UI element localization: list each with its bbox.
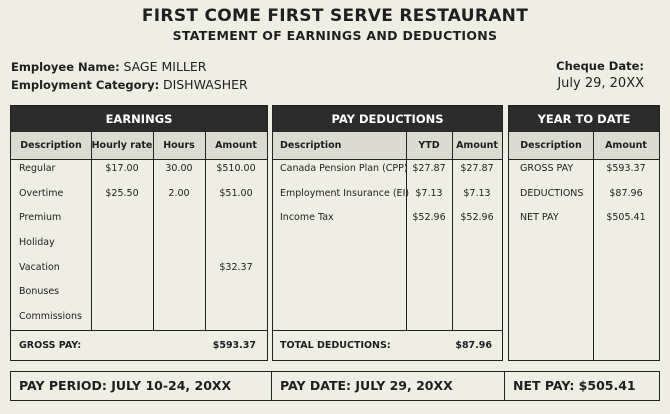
earnings-row-rate: $25.50 bbox=[105, 188, 139, 199]
earnings-row-desc: Commissions bbox=[19, 311, 82, 322]
earnings-row-amount: $51.00 bbox=[219, 188, 253, 199]
earnings-row-desc: Bonuses bbox=[19, 286, 60, 297]
deductions-header: PAY DEDUCTIONS bbox=[273, 106, 502, 132]
net-pay: NET PAY: $505.41 bbox=[504, 371, 660, 401]
earnings-row-desc: Holiday bbox=[19, 237, 55, 248]
restaurant-title: FIRST COME FIRST SERVE RESTAURANT bbox=[141, 6, 529, 26]
earnings-row-amount: $510.00 bbox=[216, 163, 256, 174]
deductions-row-ytd: $52.96 bbox=[412, 212, 446, 223]
employment-category-row bbox=[11, 77, 248, 92]
earnings-row-hours: 2.00 bbox=[168, 188, 190, 199]
deductions-row-ytd: $27.87 bbox=[412, 163, 446, 174]
deductions-panel bbox=[272, 105, 503, 361]
earnings-col-description: Description bbox=[11, 132, 91, 160]
earnings-row-desc: Premium bbox=[19, 212, 62, 223]
ytd-row-desc: NET PAY bbox=[520, 212, 559, 223]
deductions-row-desc: Canada Pension Plan (CPP) bbox=[280, 163, 408, 174]
total-deductions-value: $87.96 bbox=[455, 340, 492, 351]
employee-name-row bbox=[11, 59, 206, 74]
deductions-col-description: Description bbox=[273, 132, 406, 160]
gross-pay-label: GROSS PAY: bbox=[19, 340, 82, 351]
earnings-panel bbox=[10, 105, 268, 361]
cheque-date-label: Cheque Date: bbox=[556, 59, 644, 73]
ytd-row-amount: $593.37 bbox=[606, 163, 646, 174]
employment-category: DISHWASHER bbox=[162, 77, 248, 92]
deductions-row-ytd: $7.13 bbox=[415, 188, 443, 199]
deductions-row-amount: $7.13 bbox=[463, 188, 491, 199]
deductions-col-ytd: YTD bbox=[406, 132, 452, 160]
earnings-row-desc: Vacation bbox=[19, 262, 60, 273]
employee-name: SAGE MILLER bbox=[123, 59, 207, 74]
total-deductions-footer bbox=[273, 330, 502, 360]
earnings-col-amount: Amount bbox=[205, 132, 267, 160]
pay-date: PAY DATE: JULY 29, 20XX bbox=[271, 371, 505, 401]
deductions-row-amount: $27.87 bbox=[460, 163, 494, 174]
earnings-row-desc: Regular bbox=[19, 163, 56, 174]
earnings-col-hourly-rate: Hourly rate bbox=[91, 132, 153, 160]
earnings-header: EARNINGS bbox=[11, 106, 267, 132]
deductions-col-amount: Amount bbox=[452, 132, 502, 160]
employee-name-label: Employee Name: bbox=[11, 60, 120, 74]
earnings-row-desc: Overtime bbox=[19, 188, 64, 199]
year-to-date-panel bbox=[508, 105, 660, 361]
deductions-row-desc: Income Tax bbox=[280, 212, 334, 223]
ytd-header: YEAR TO DATE bbox=[509, 106, 659, 132]
earnings-col-hours: Hours bbox=[153, 132, 205, 160]
ytd-col-amount: Amount bbox=[593, 132, 659, 160]
pay-period: PAY PERIOD: JULY 10-24, 20XX bbox=[10, 371, 272, 401]
ytd-col-description: Description bbox=[509, 132, 593, 160]
cheque-date: July 29, 20XX bbox=[557, 76, 644, 91]
ytd-row-amount: $87.96 bbox=[609, 188, 643, 199]
ytd-row-desc: GROSS PAY bbox=[520, 163, 574, 174]
ytd-row-amount: $505.41 bbox=[606, 212, 646, 223]
earnings-row-hours: 30.00 bbox=[165, 163, 193, 174]
statement-subtitle: STATEMENT OF EARNINGS AND DEDUCTIONS bbox=[172, 28, 498, 43]
deductions-row-desc: Employment Insurance (EI) bbox=[280, 188, 410, 199]
ytd-row-desc: DEDUCTIONS bbox=[520, 188, 584, 199]
deductions-row-amount: $52.96 bbox=[460, 212, 494, 223]
gross-pay-value: $593.37 bbox=[212, 340, 256, 351]
total-deductions-label: TOTAL DEDUCTIONS: bbox=[280, 340, 391, 351]
employment-category-label: Employment Category: bbox=[11, 78, 160, 92]
earnings-row-amount: $32.37 bbox=[219, 262, 253, 273]
earnings-row-rate: $17.00 bbox=[105, 163, 139, 174]
gross-pay-footer bbox=[11, 330, 267, 360]
